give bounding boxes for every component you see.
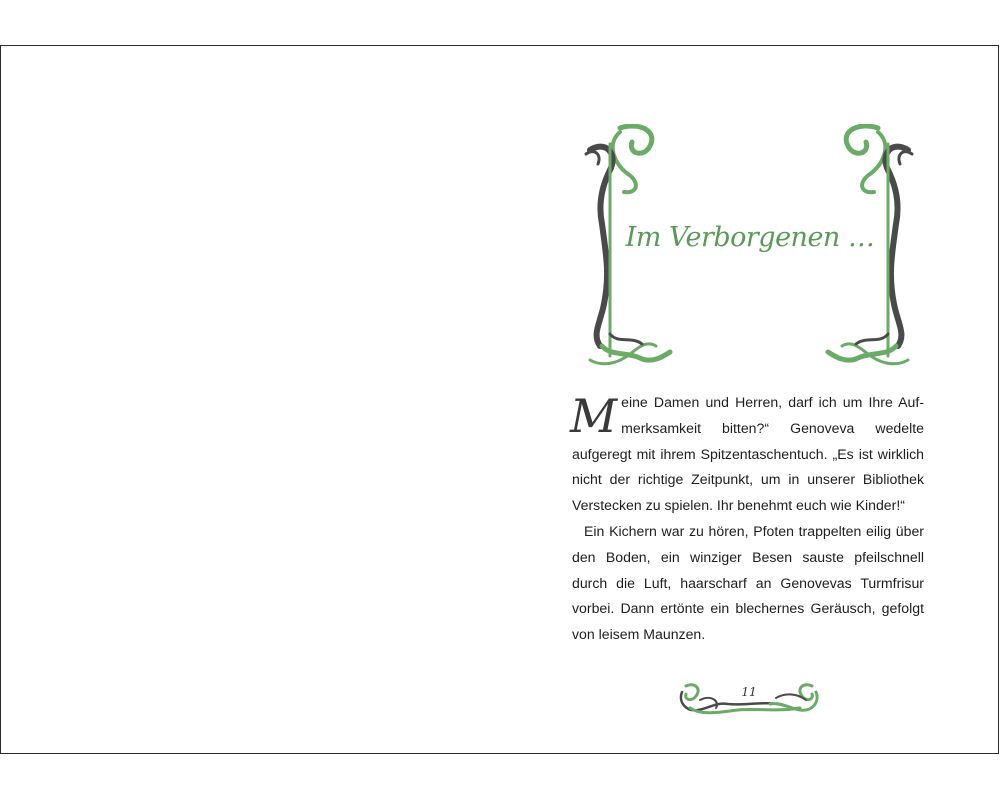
chapter-title: Im Verborgenen … <box>625 222 875 253</box>
paragraph-1 <box>572 390 924 519</box>
page-number: 11 <box>741 685 757 699</box>
drop-cap: M <box>570 389 618 443</box>
right-page <box>500 45 999 754</box>
book-spread <box>0 45 1000 754</box>
paragraph-1-text: eine Damen und Herren, darf ich um Ihre Auf-merksamkeit bitten?“ Genoveva wedelte aufgeregt mit ihrem Spitzentaschentuch. „Es ist wirklich nicht der richtige Zeitpunkt, um in unserer Bibliothek Verstecken zu spielen. Ihr benehmt euch wie Kinder!“ <box>572 394 924 514</box>
paragraph-2: Ein Kichern war zu hören, Pfoten trappelten eilig über den Boden, ein winziger Besen sauste pfeilschnell durch die Luft, haarscharf an Genovevas Turmfrisur vorbei. Dann ertönte ein blechernes Geräusch, gefolgt von leisem Maunzen. <box>572 522 924 643</box>
left-page-blank <box>0 45 502 754</box>
chapter-body <box>572 390 924 648</box>
